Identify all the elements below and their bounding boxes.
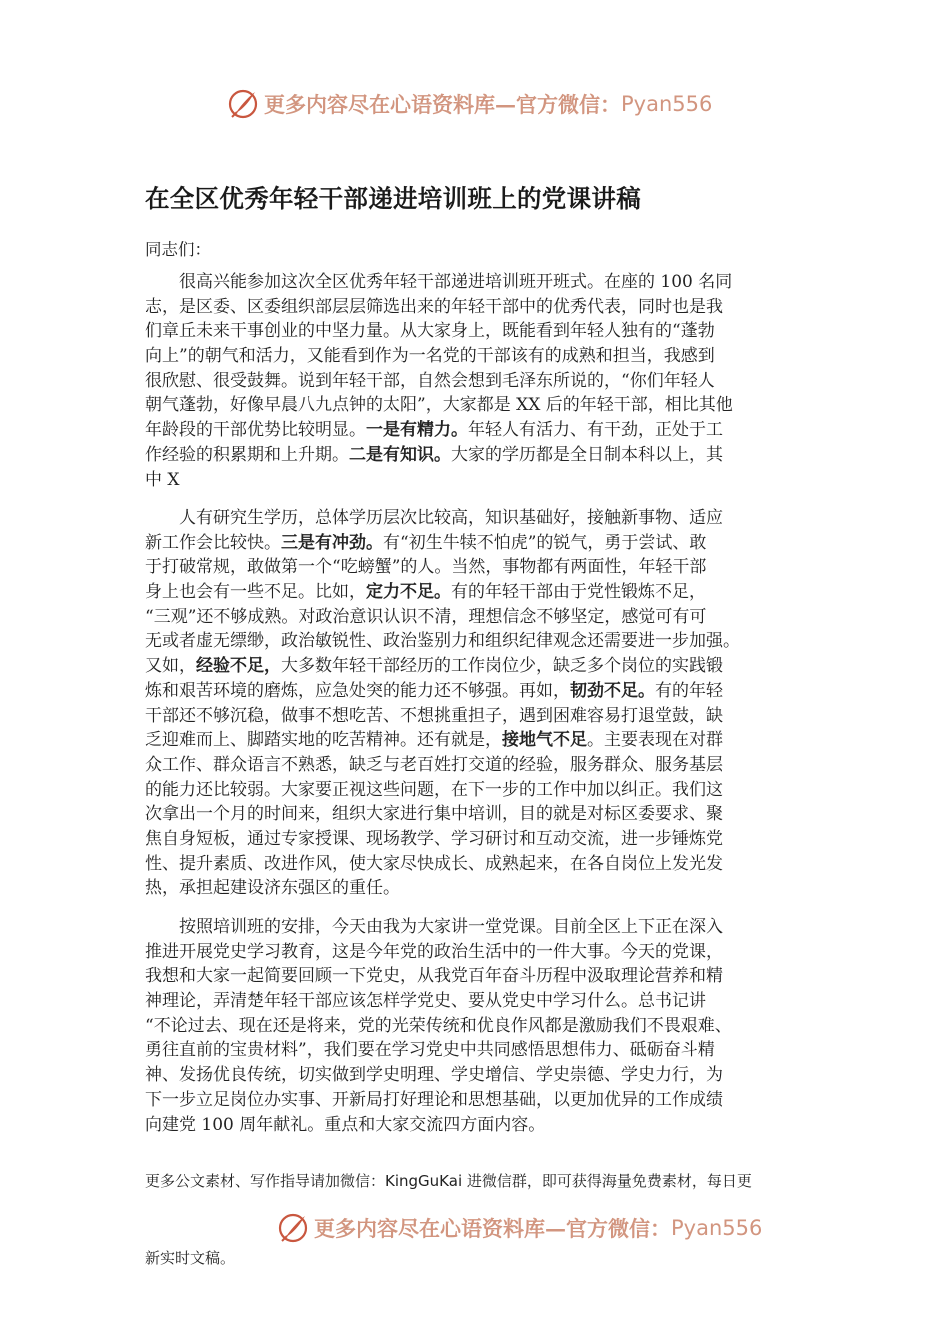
paragraph-3 bbox=[145, 915, 809, 1137]
text-line: 无或者虚无缥缈，政治敏锐性、政治鉴别力和组织纪律观念还需要进一步加强。 bbox=[145, 631, 740, 652]
text-line: 神理论，弄清楚年轻干部应该怎样学党史、要从党史中学习什么。总书记讲 bbox=[145, 991, 706, 1012]
text-line: 又如，经验不足，大多数年轻干部经历的工作岗位少，缺乏多个岗位的实践锻 bbox=[145, 656, 723, 677]
bold-point: 经验不足， bbox=[196, 656, 281, 677]
top-banner bbox=[0, 84, 950, 124]
text-line: “三观”还不够成熟。对政治意识认识不清，理想信念不够坚定，感觉可有可 bbox=[145, 606, 707, 627]
banner-account: Pyan556 bbox=[671, 1216, 763, 1240]
text-line: 志，是区委、区委组织部层层筛选出来的年轻干部中的优秀代表，同时也是我 bbox=[145, 296, 723, 317]
quill-logo-icon bbox=[276, 1211, 310, 1245]
footer-promo-line-end: 新实时文稿。 bbox=[145, 1249, 236, 1267]
text-line: 热，承担起建设济东强区的重任。 bbox=[145, 878, 400, 899]
text-line: 向建党 100 周年献礼。重点和大家交流四方面内容。 bbox=[145, 1114, 546, 1135]
text-line: 乏迎难而上、脚踏实地的吃苦精神。还有就是，接地气不足。主要表现在对群 bbox=[145, 730, 723, 751]
text-line: “不论过去、现在还是将来，党的光荣传统和优良作风都是激励我们不畏艰难、 bbox=[145, 1015, 732, 1036]
bottom-banner bbox=[0, 1208, 950, 1248]
text-line: 于打破常规，敢做第一个“吃螃蟹”的人。当然，事物都有两面性，年轻干部 bbox=[145, 557, 707, 578]
bold-point: 韧劲不足。 bbox=[570, 680, 655, 701]
text-line: 身上也会有一些不足。比如，定力不足。有的年轻干部由于党性锻炼不足， bbox=[145, 582, 706, 603]
text-line: 次拿出一个月的时间来，组织大家进行集中培训，目的就是对标区委要求、聚 bbox=[145, 804, 723, 825]
text-line: 作经验的积累期和上升期。二是有知识。大家的学历都是全日制本科以上，其 bbox=[145, 444, 723, 465]
bold-point: 接地气不足 bbox=[502, 730, 587, 751]
text-line: 众工作、群众语言不熟悉，缺乏与老百姓打交道的经验，服务群众、服务基层 bbox=[145, 754, 723, 775]
text-line: 很高兴能参加这次全区优秀年轻干部递进培训班开班式。在座的 100 名同 bbox=[145, 272, 733, 292]
bold-point: 三是有冲劲。 bbox=[281, 532, 383, 553]
salutation: 同志们： bbox=[145, 240, 211, 259]
bold-point: 定力不足。 bbox=[366, 582, 451, 603]
paragraph-2 bbox=[145, 506, 809, 901]
text-line: 勇往直前的宝贵材料”，我们要在学习党史中共同感悟思想伟力、砥砺奋斗精 bbox=[145, 1040, 715, 1061]
banner-text: 更多内容尽在心语资料库—官方微信： bbox=[264, 92, 621, 117]
text-line: 神、发扬优良传统，切实做到学史明理、学史增信、学史崇德、学史力行，为 bbox=[145, 1065, 723, 1086]
text-line: 按照培训班的安排，今天由我为大家讲一堂党课。目前全区上下正在深入 bbox=[145, 917, 723, 937]
banner-account: Pyan556 bbox=[621, 92, 713, 116]
banner-text: 更多内容尽在心语资料库—官方微信： bbox=[314, 1216, 671, 1241]
text-line: 年龄段的干部优势比较明显。一是有精力。年轻人有活力、有干劲，正处于工 bbox=[145, 420, 723, 441]
bold-point: 一是有精力。 bbox=[366, 420, 468, 441]
quill-logo-icon bbox=[226, 87, 260, 121]
text-line: 下一步立足岗位办实事、开新局打好理论和思想基础，以更加优异的工作成绩 bbox=[145, 1089, 723, 1110]
bold-point: 二是有知识。 bbox=[349, 444, 451, 465]
text-line: 干部还不够沉稳，做事不想吃苦、不想挑重担子，遇到困难容易打退堂鼓，缺 bbox=[145, 705, 723, 726]
text-line: 的能力还比较弱。大家要正视这些问题，在下一步的工作中加以纠正。我们这 bbox=[145, 779, 723, 800]
text-line: 推进开展党史学习教育，这是今年党的政治生活中的一件大事。今天的党课， bbox=[145, 941, 723, 962]
text-line: 炼和艰苦环境的磨炼，应急处突的能力还不够强。再如，韧劲不足。有的年轻 bbox=[145, 680, 723, 701]
text-line: 很欣慰、很受鼓舞。说到年轻干部，自然会想到毛泽东所说的，“你们年轻人 bbox=[145, 370, 715, 391]
text-line: 我想和大家一起简要回顾一下党史，从我党百年奋斗历程中汲取理论营养和精 bbox=[145, 966, 723, 987]
text-line: 性、提升素质、改进作风，使大家尽快成长、成熟起来，在各自岗位上发光发 bbox=[145, 853, 723, 874]
text-line: 们章丘未来干事创业的中坚力量。从大家身上，既能看到年轻人独有的“蓬勃 bbox=[145, 321, 715, 342]
text-line: 焦自身短板，通过专家授课、现场教学、学习研讨和互动交流，进一步锤炼党 bbox=[145, 828, 723, 849]
wechat-id: KingGuKai bbox=[385, 1172, 463, 1190]
text-line: 中 X bbox=[145, 469, 180, 490]
text-line: 向上”的朝气和活力，又能看到作为一名党的干部该有的成熟和担当，我感到 bbox=[145, 346, 715, 367]
text-line: 新工作会比较快。三是有冲劲。有“初生牛犊不怕虎”的锐气，勇于尝试、敢 bbox=[145, 532, 707, 553]
paragraph-1 bbox=[145, 270, 809, 492]
text-line: 人有研究生学历，总体学历层次比较高，知识基础好，接触新事物、适应 bbox=[145, 508, 723, 528]
page-title: 在全区优秀年轻干部递进培训班上的党课讲稿 bbox=[145, 184, 641, 213]
footer-promo-line: 更多公文素材、写作指导请加微信：KingGuKai 进微信群，即可获得海量免费素材，每日更 bbox=[145, 1172, 752, 1190]
text-line: 朝气蓬勃，好像早晨八九点钟的太阳”，大家都是 XX 后的年轻干部，相比其他 bbox=[145, 395, 733, 416]
